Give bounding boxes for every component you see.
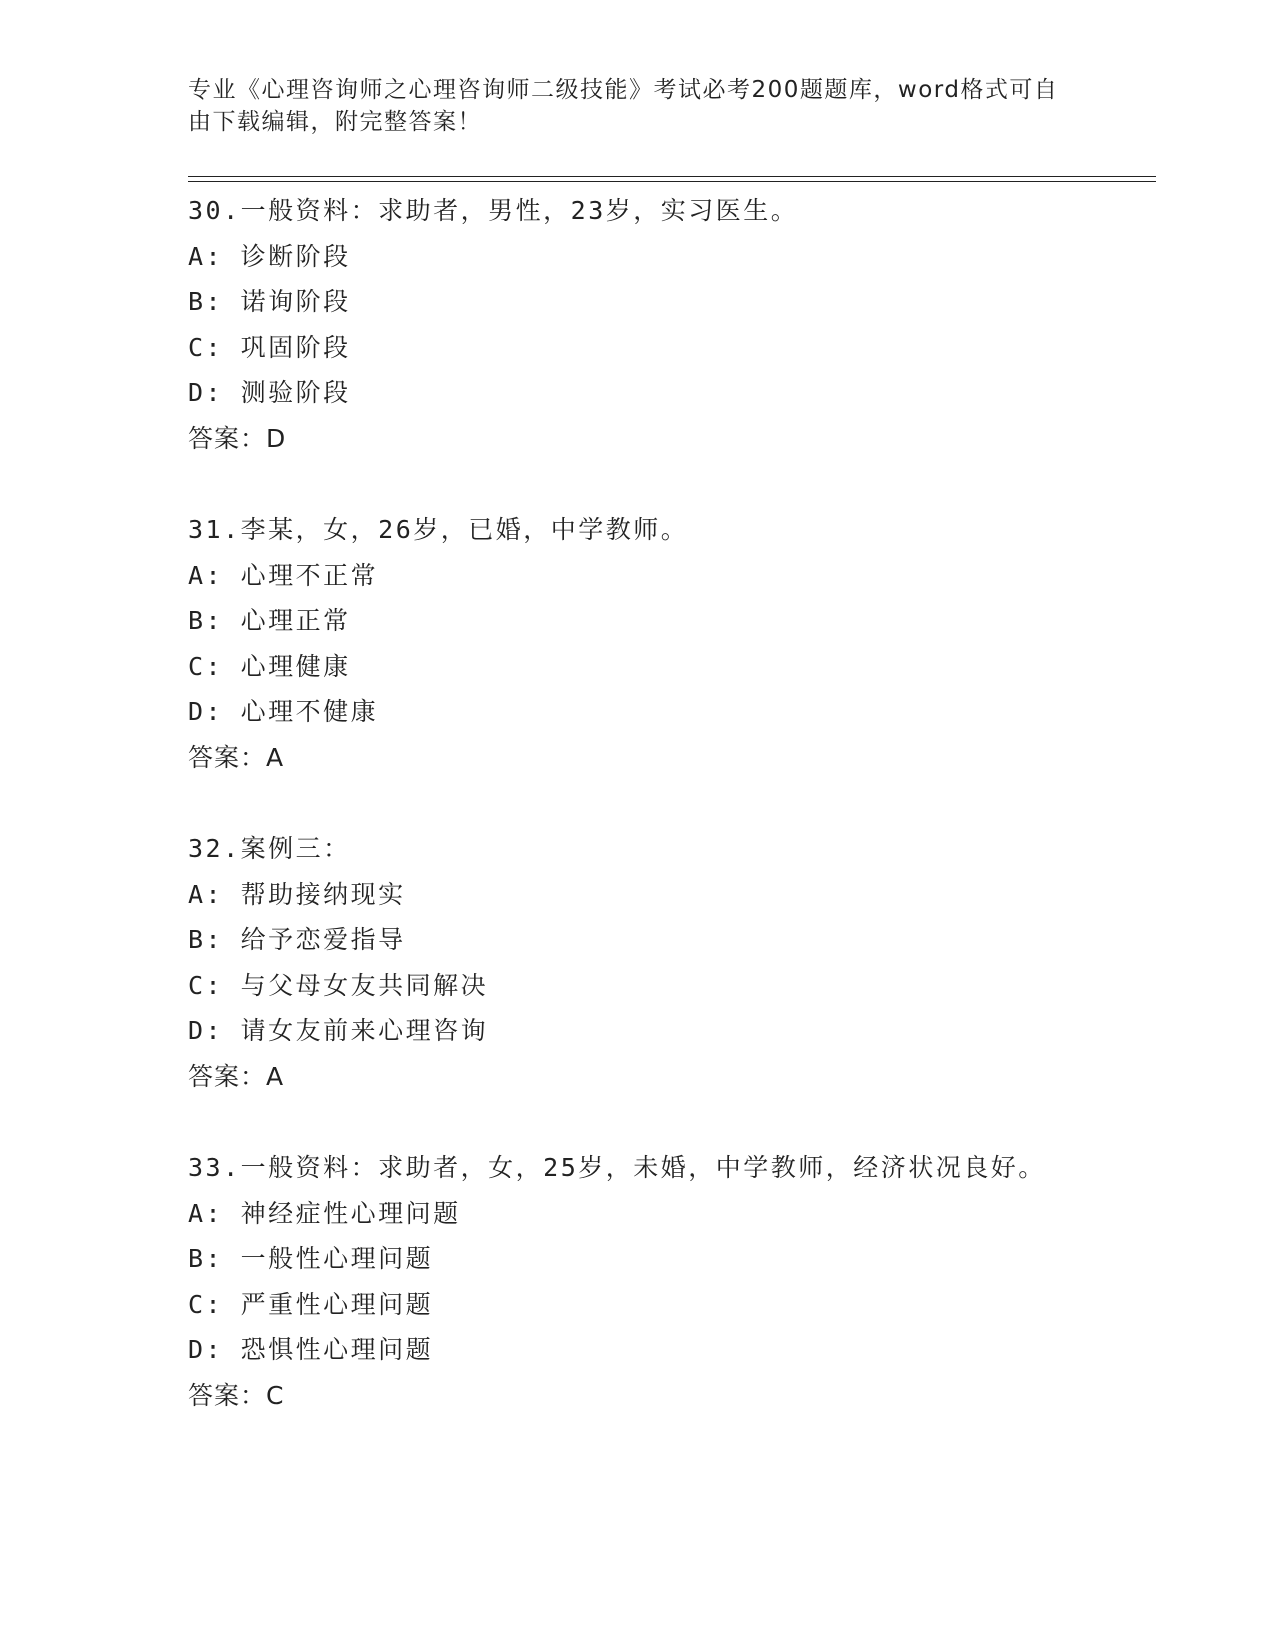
- document-header: [188, 74, 1068, 138]
- option-b: B: 心理正常: [188, 606, 351, 635]
- option-b: B: 给予恋爱指导: [188, 925, 406, 954]
- question-stem: 32.案例三：: [188, 834, 351, 863]
- question-stem: 31.李某，女，26岁，已婚，中学教师。: [188, 515, 689, 544]
- option-a: A: 帮助接纳现实: [188, 879, 406, 909]
- option-a: A: 心理不正常: [188, 560, 379, 590]
- option-c: C: 与父母女友共同解决: [188, 970, 489, 1000]
- option-d: D: 恐惧性心理问题: [188, 1335, 434, 1364]
- answer-line: 答案：D: [188, 423, 287, 453]
- option-d: D: 请女友前来心理咨询: [188, 1016, 489, 1045]
- option-c: C: 巩固阶段: [188, 332, 351, 362]
- header-line-2: 由下载编辑，附完整答案！: [188, 109, 482, 135]
- option-b: B: 诺询阶段: [188, 287, 351, 316]
- question-32: [188, 826, 1168, 1099]
- option-a: A: 神经症性心理问题: [188, 1198, 461, 1228]
- header-line-1: 专业《心理咨询师之心理咨询师二级技能》考试必考200题题库，word格式可自: [188, 77, 1059, 103]
- answer-line: 答案：C: [188, 1380, 285, 1410]
- question-30: [188, 188, 1168, 461]
- question-stem: 30.一般资料：求助者，男性，23岁，实习医生。: [188, 196, 799, 225]
- option-a: A: 诊断阶段: [188, 241, 351, 271]
- option-d: D: 心理不健康: [188, 697, 379, 726]
- answer-line: 答案：A: [188, 1061, 285, 1091]
- option-b: B: 一般性心理问题: [188, 1244, 434, 1273]
- question-33: [188, 1145, 1168, 1418]
- answer-line: 答案：A: [188, 742, 285, 772]
- question-stem: 33.一般资料：求助者，女，25岁，未婚，中学教师，经济状况良好。: [188, 1153, 1046, 1182]
- option-c: C: 严重性心理问题: [188, 1289, 434, 1319]
- header-divider-bottom: [188, 181, 1156, 182]
- header-divider-top: [188, 176, 1156, 177]
- option-c: C: 心理健康: [188, 651, 351, 681]
- option-d: D: 测验阶段: [188, 378, 351, 407]
- question-31: [188, 507, 1168, 780]
